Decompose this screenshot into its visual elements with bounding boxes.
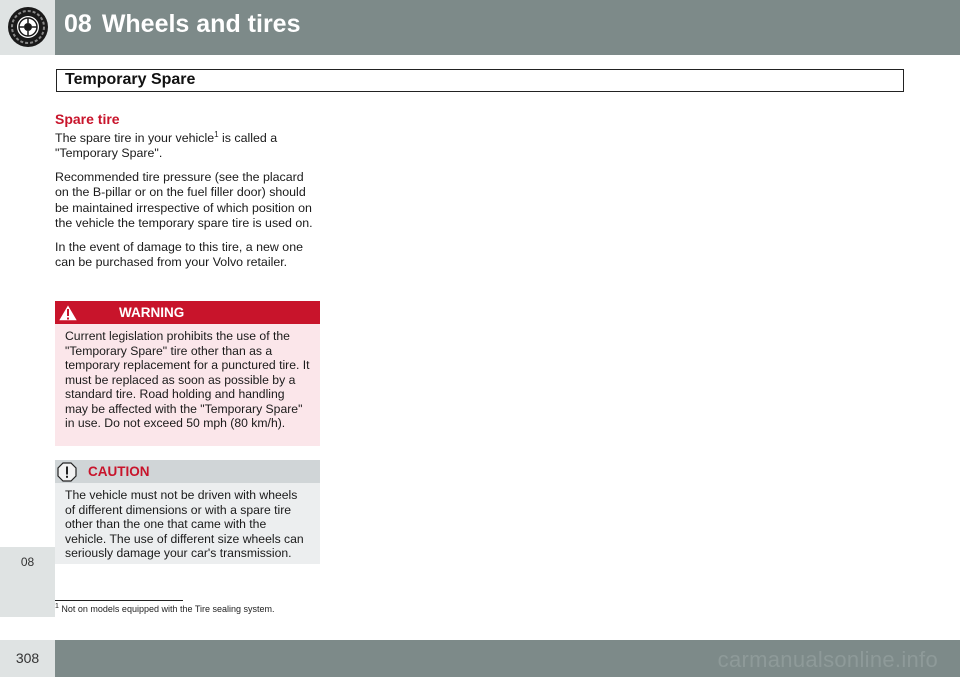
tire-icon bbox=[6, 5, 50, 49]
caution-header bbox=[55, 460, 320, 483]
caution-label: CAUTION bbox=[88, 464, 150, 479]
paragraph-3: In the event of damage to this tire, a new one can be purchased from your Volvo retailer. bbox=[55, 239, 303, 269]
chapter-name: Wheels and tires bbox=[101, 10, 301, 38]
paragraph-1-text: The spare tire in your vehicle bbox=[55, 130, 215, 145]
footnote-text: Not on models equipped with the Tire sealing system. bbox=[58, 604, 275, 614]
page-number-box bbox=[0, 640, 55, 677]
paragraph-1-text-cont: is called a "Temporary Spare". bbox=[55, 130, 278, 160]
warning-header bbox=[55, 301, 320, 324]
chapter-icon-box bbox=[0, 0, 55, 55]
spare-tire-heading: Spare tire bbox=[55, 111, 120, 127]
paragraph-2: Recommended tire pressure (see the placard on the B-pillar or on the fuel filler door) should be maintained irrespective of which position on the vehicle the temporary spare tire is used on. bbox=[55, 169, 313, 230]
footnote-ref[interactable]: 1 bbox=[214, 129, 219, 139]
caution-text: The vehicle must not be driven with wheels of different dimensions or with a spare tire other than the one that came with the vehicle. The use of different size wheels can seriously damage your car's transmission. bbox=[65, 488, 304, 560]
section-title-box bbox=[56, 69, 904, 92]
section-title: Temporary Spare bbox=[65, 71, 196, 88]
paragraph-1 bbox=[55, 131, 320, 162]
warning-triangle-icon bbox=[57, 303, 79, 322]
chapter-title bbox=[64, 10, 300, 39]
caution-box bbox=[55, 460, 320, 564]
warning-box bbox=[55, 301, 320, 446]
warning-label: WARNING bbox=[119, 305, 185, 320]
caution-exclamation-icon bbox=[57, 462, 77, 482]
chapter-tab[interactable] bbox=[0, 547, 55, 617]
main-content bbox=[55, 112, 320, 279]
chapter-tab-label: 08 bbox=[20, 555, 35, 569]
page-header bbox=[0, 0, 960, 55]
page-number: 308 bbox=[15, 650, 40, 666]
warning-text: Current legislation prohibits the use of the "Temporary Spare" tire other than as a temporary replacement for a punctured tire. It must be replaced as soon as possible by a standard tire. Road holding and handling may be affected with the "Temporary Spare" in use. Do not exceed 50 mph (80 km/h). bbox=[65, 329, 310, 430]
page-footer bbox=[0, 640, 960, 677]
watermark: carmanualsonline.info bbox=[717, 647, 938, 672]
footnote-marker: 1 bbox=[55, 603, 59, 610]
footnote bbox=[55, 604, 275, 614]
footnote-divider bbox=[55, 600, 183, 601]
chapter-number: 08 bbox=[64, 10, 92, 38]
